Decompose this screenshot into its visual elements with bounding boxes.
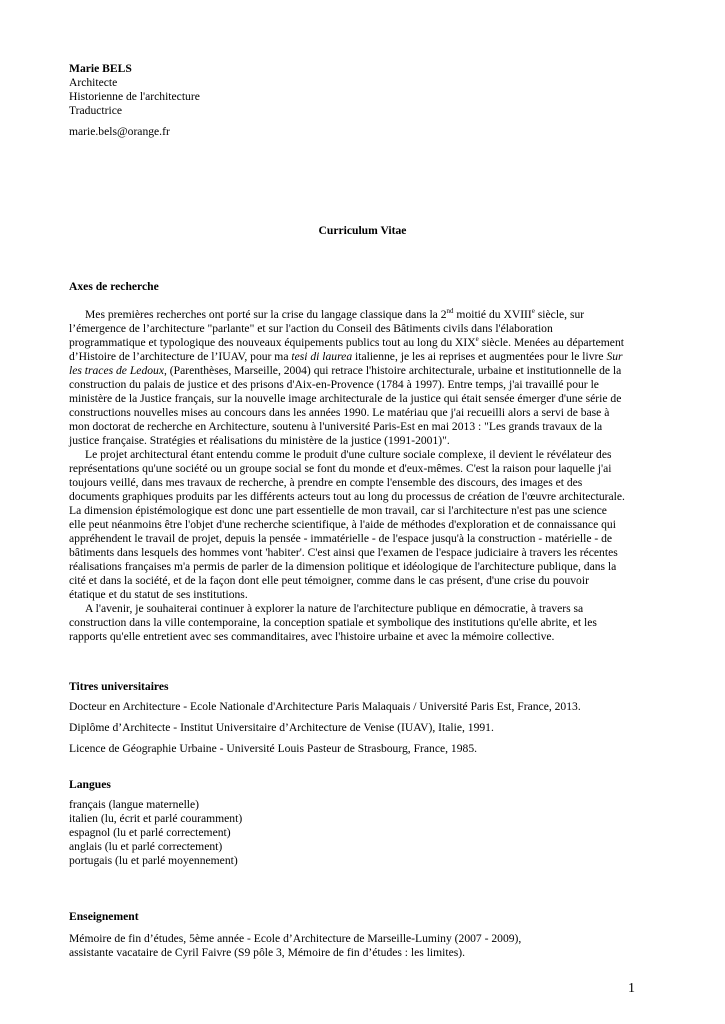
- language-item: espagnol (lu et parlé correctement): [69, 826, 231, 839]
- document-title: Curriculum Vitae: [318, 224, 407, 237]
- role-2: Historienne de l'architecture: [69, 90, 200, 103]
- language-item: français (langue maternelle): [69, 798, 200, 811]
- language-item: portugais (lu et parlé moyennement): [69, 854, 238, 867]
- teaching-text: [69, 932, 649, 960]
- degrees-heading: Titres universitaires: [69, 680, 169, 693]
- contact-block: [69, 62, 629, 139]
- research-heading: Axes de recherche: [69, 280, 159, 293]
- role-1: Architecte: [69, 76, 118, 89]
- degree-item: Diplôme d’Architecte - Institut Universitaire d’Architecture de Venise (IUAV), Italie, 1991.: [69, 721, 494, 734]
- role-3: Traductrice: [69, 104, 123, 117]
- teaching-line: assistante vacataire de Cyril Faivre (S9 pôle 3, Mémoire de fin d’études : les limites).: [69, 946, 466, 959]
- degree-item: Docteur en Architecture - Ecole Nationale d'Architecture Paris Malaquais / Université Paris Est, France, 2013.: [69, 700, 581, 713]
- research-paragraph-2: Le projet architectural étant entendu comme le produit d'une culture sociale complexe, il devient le révélateur des représentations qu'une société ou un groupe social se font du monde et d'eux-mêmes. C'est la raison pour laquelle j'ai toujours veillé, dans mes travaux de recherche, à prendre en compte l'ensemble des discours, des images et des documents graphiques produits par les différents acteurs tout au long du processus de création de l'œuvre architecturale. La dimension épistémologique est donc une part essentielle de mon travail, car si l'architecture n'est pas une science elle peut néanmoins être l'objet d'une recherche scientifique, à l'aide de méthodes d'exploration et de connaissance qui appréhendent le travail de projet, depuis la pensée - immatérielle - de l'espace jusqu'à la construction - matérielle - de bâtiments dans lesquels des hommes vont 'habiter'. C'est ainsi que l'examen de l'espace judiciaire à travers les récentes réalisations françaises m'a permis de parler de la dimension politique et idéologique de l'architecture publique, dans la cité et dans la société, et de la façon dont elle peut témoigner, comme dans le cas présent, d'une crise du pouvoir étatique et du statut de ses institutions.: [69, 448, 625, 601]
- research-text: [69, 308, 625, 644]
- author-name: Marie BELS: [69, 62, 132, 75]
- research-paragraph-3: A l'avenir, je souhaiterai continuer à explorer la nature de l'architecture publique en démocratie, à travers sa construction dans la ville contemporaine, la conception spatiale et symbolique des institutions qu'elle abrite, et les rapports qu'elle entretient avec ses commanditaires, avec l'histoire urbaine et avec la mémoire collective.: [69, 602, 597, 643]
- language-item: anglais (lu et parlé correctement): [69, 840, 223, 853]
- research-paragraph-1: Mes premières recherches ont porté sur la crise du langage classique dans la 2nd moitié du XVIIIe siècle, sur l’émergence de l’architecture "parlante" et sur l'action du Conseil des Bâtiments civils dans l'élaboration programmatique et typologique des nouveaux équipements publics tout au long du XIXe siècle. Menées au département d’Histoire de l’architecture de l’IUAV, pour ma tesi di laurea italienne, je les ai reprises et augmentées pour le livre Sur les traces de Ledoux, (Parenthèses, Marseille, 2004) qui retrace l'histoire architecturale, urbaine et institutionnelle de la construction du palais de justice et des prisons d'Aix-en-Provence (1784 à 1997). Entre temps, j'ai travaillé pour le ministère de la Justice français, sur la nouvelle image architecturale de la justice qui était sensée émerger d'une série de constructions nouvelles mises au concours dans les années 1990. Le matériau que j'ai recueilli alors a servi de base à mon doctorat de recherche en Architecture, soutenu à l'université Paris-Est en mai 2013 : "Les grands travaux de la justice française. Stratégies et réalisations du ministère de la justice (1991-2001)".: [69, 307, 624, 447]
- languages-heading: Langues: [69, 778, 111, 791]
- page-number: 1: [628, 981, 635, 996]
- teaching-line: Mémoire de fin d’études, 5ème année - Ecole d’Architecture de Marseille-Luminy (2007 - 2009),: [69, 932, 522, 945]
- teaching-heading: Enseignement: [69, 910, 139, 923]
- languages-list: [69, 798, 649, 868]
- email-address: marie.bels@orange.fr: [69, 125, 170, 138]
- degree-item: Licence de Géographie Urbaine - Université Louis Pasteur de Strasbourg, France, 1985.: [69, 742, 478, 755]
- language-item: italien (lu, écrit et parlé couramment): [69, 812, 243, 825]
